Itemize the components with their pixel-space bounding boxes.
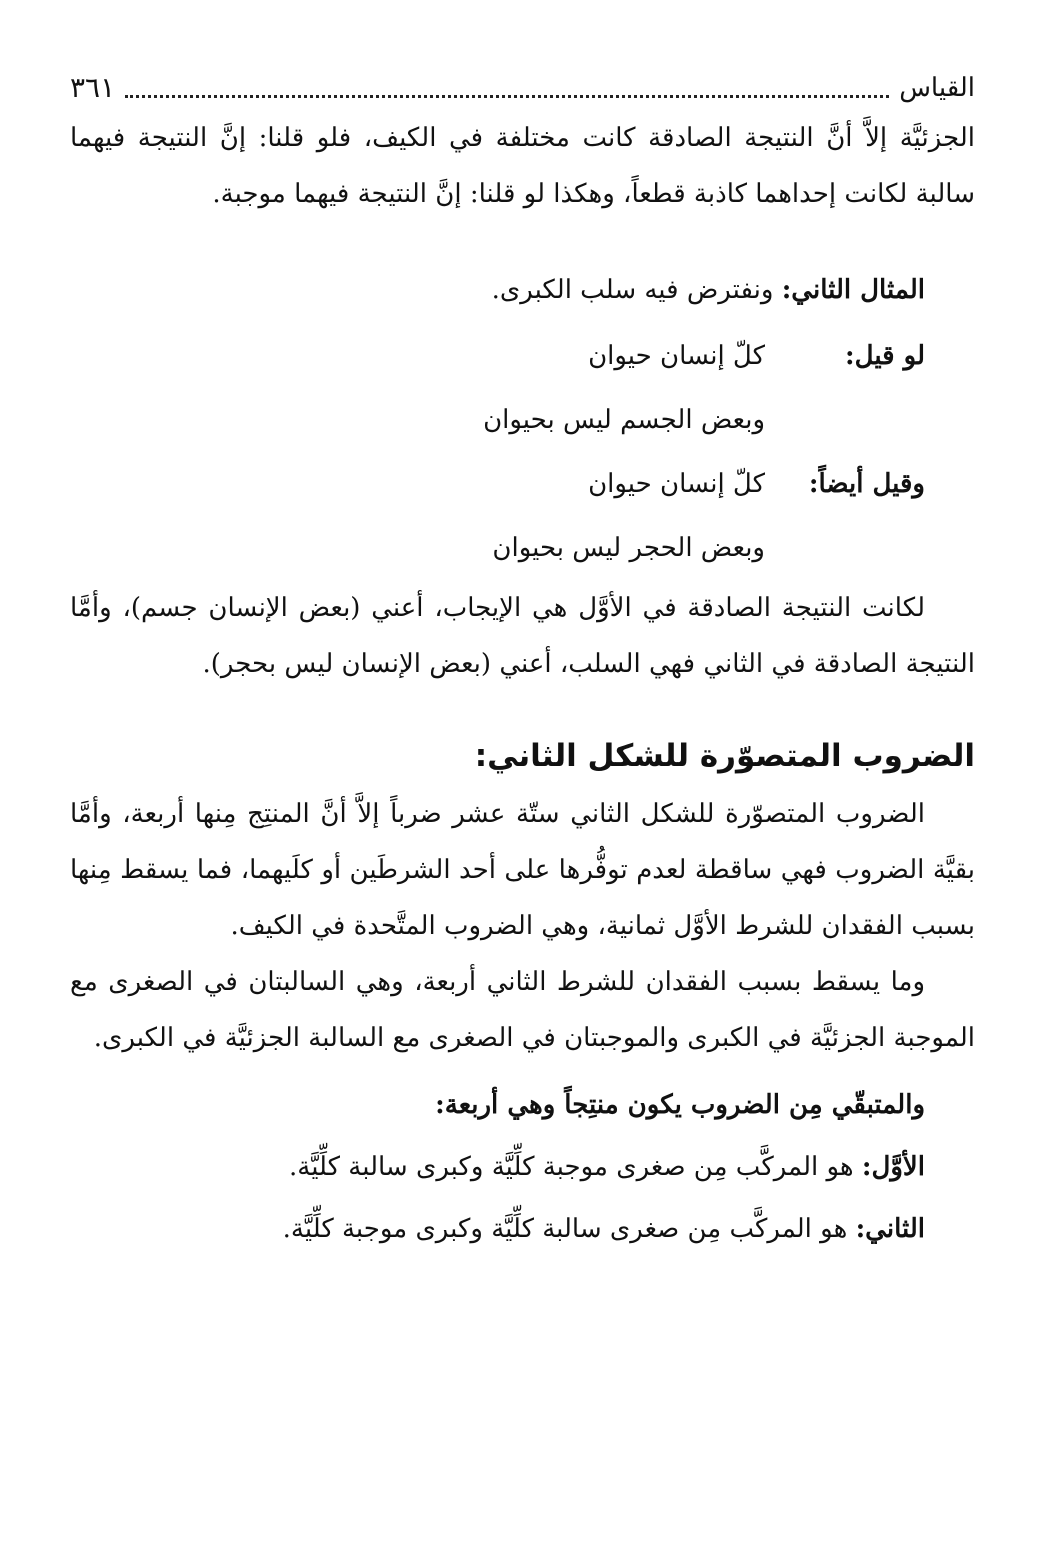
syllogism-premise: وبعض الجسم ليس بحيوان	[483, 405, 765, 435]
paragraph-excluded-moods: وما يسقط بسبب الفقدان للشرط الثاني أربعة، وهي السالبتان في الصغرى مع الموجبة الجزئيَّة في الكبرى والموجبتان في الصغرى مع السالبة الجزئيَّة في الكبرى.	[70, 967, 975, 1053]
header-dot-leader	[125, 95, 889, 98]
paragraph-continuation: الجزئيَّة إلاَّ أنَّ النتيجة الصادقة كانت مختلفة في الكيف، فلو قلنا: إنَّ النتيجة فيهما سالبة لكانت إحداهما كاذبة قطعاً، وهكذا لو قلنا: إنَّ النتيجة فيهما موجبة.	[70, 123, 975, 209]
list-item	[70, 1136, 925, 1198]
example-text: ونفترض فيه سلب الكبرى.	[491, 275, 774, 305]
syllogism-premise: كلّ إنسان حيوان	[588, 341, 765, 371]
section-heading: الضروب المتصوّرة للشكل الثاني:	[474, 738, 975, 774]
example-heading	[70, 262, 975, 318]
page-number: ٣٦١	[70, 71, 116, 104]
syllogism-premise: كلّ إنسان حيوان	[588, 469, 765, 499]
list-item-label: الثاني:	[855, 1214, 925, 1244]
syllogism-row	[70, 324, 975, 388]
syllogism-label: وقيل أيضاً:	[808, 469, 925, 499]
syllogism-premise: وبعض الحجر ليس بحيوان	[492, 533, 765, 563]
syllogism-row	[70, 516, 975, 580]
syllogism-examples	[70, 324, 975, 580]
list-item-text: هو المركَّب مِن صغرى سالبة كلِّيَّة وكبرى موجبة كلِّيَّة.	[282, 1214, 848, 1244]
book-page	[70, 60, 975, 1260]
syllogism-row	[70, 388, 975, 452]
list-item-text: هو المركَّب مِن صغرى موجبة كلِّيَّة وكبرى سالبة كلِّيَّة.	[288, 1152, 854, 1182]
list-item	[70, 1198, 925, 1260]
paragraph-moods: الضروب المتصوّرة للشكل الثاني ستّة عشر ضرباً إلاَّ أنَّ المنتِج مِنها أربعة، وأمَّا بقيَّة الضروب فهي ساقطة لعدم توفُّرها على أحد الشرطَين أو كلَيهما، فما يسقط مِنها بسبب الفقدان للشرط الأوَّل ثمانية، وهي الضروب المتَّحدة في الكيف.	[70, 799, 975, 941]
paragraph-conclusion: لكانت النتيجة الصادقة في الأوَّل هي الإيجاب، أعني (بعض الإنسان جسم)، وأمَّا النتيجة الصادقة في الثاني فهي السلب، أعني (بعض الإنسان ليس بحجر).	[70, 593, 975, 679]
productive-moods-list	[70, 1074, 975, 1260]
running-title: القياس	[899, 73, 975, 103]
page-header	[70, 60, 975, 110]
example-label: المثال الثاني:	[781, 275, 925, 305]
syllogism-row	[70, 452, 975, 516]
list-intro: والمتبقّي مِن الضروب يكون منتِجاً وهي أربعة:	[435, 1090, 925, 1120]
list-item-label: الأوَّل:	[861, 1152, 925, 1182]
syllogism-label: لو قيل:	[845, 341, 925, 371]
